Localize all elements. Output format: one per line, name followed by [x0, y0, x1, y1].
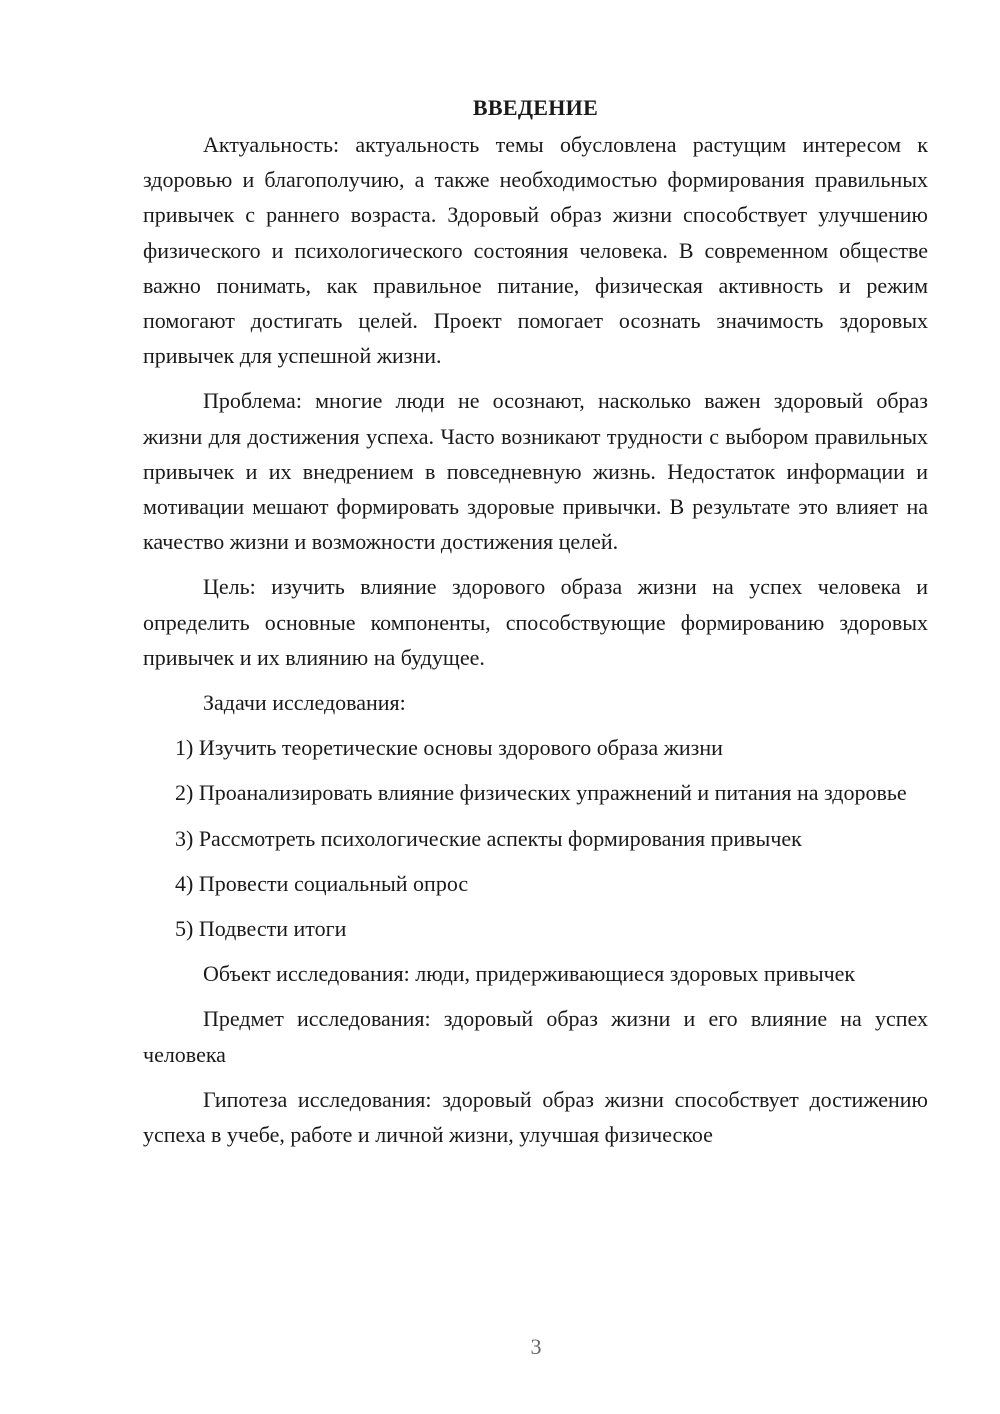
tasks-heading: Задачи исследования:	[203, 690, 406, 716]
paragraph-hypothesis: Гипотеза исследования: здоровый образ жизни способствует достижению успеха в учебе, работе и личной жизни, улучшая физическое	[143, 1086, 928, 1148]
page-number: 3	[530, 1334, 542, 1359]
list-item: 4) Провести социальный опрос	[175, 870, 469, 896]
list-item: 5) Подвести итоги	[175, 916, 347, 942]
paragraph-subject: Предмет исследования: здоровый образ жизни и его влияние на успех человека	[143, 1006, 928, 1067]
paragraph-goal: Цель: изучить влияние здорового образа жизни на успех человека и определить основные компоненты, способствующие формированию здоровых привычек и их влиянию на будущее.	[143, 574, 928, 670]
paragraph-object: Объект исследования: люди, придерживающиеся здоровых привычек	[203, 961, 856, 987]
paragraph-problem: Проблема: многие люди не осознают, насколько важен здоровый образ жизни для достижения успеха. Часто возникают трудности с выбором правильных привычек и их внедрением в повседневную жизнь. Недостаток информации и мотивации мешают формировать здоровые привычки. В результате это влияет на качество жизни и возможности достижения целей.	[143, 388, 928, 555]
list-item: 2) Проанализировать влияние физических упражнений и питания на здоровье	[175, 780, 907, 806]
list-item: 3) Рассмотреть психологические аспекты формирования привычек	[175, 825, 802, 851]
section-title: ВВЕДЕНИЕ	[472, 95, 599, 120]
list-item: 1) Изучить теоретические основы здорового образа жизни	[175, 735, 723, 761]
document-page	[143, 90, 928, 1162]
paragraph-relevance: Актуальность: актуальность темы обусловлена растущим интересом к здоровью и благополучию, а также необходимостью формирования правильных привычек с раннего возраста. Здоровый образ жизни способствует улучшению физического и психологического состояния человека. В современном обществе важно понимать, как правильное питание, физическая активность и режим помогают достигать целей. Проект помогает осознать значимость здоровых привычек для успешной жизни.	[143, 132, 928, 369]
